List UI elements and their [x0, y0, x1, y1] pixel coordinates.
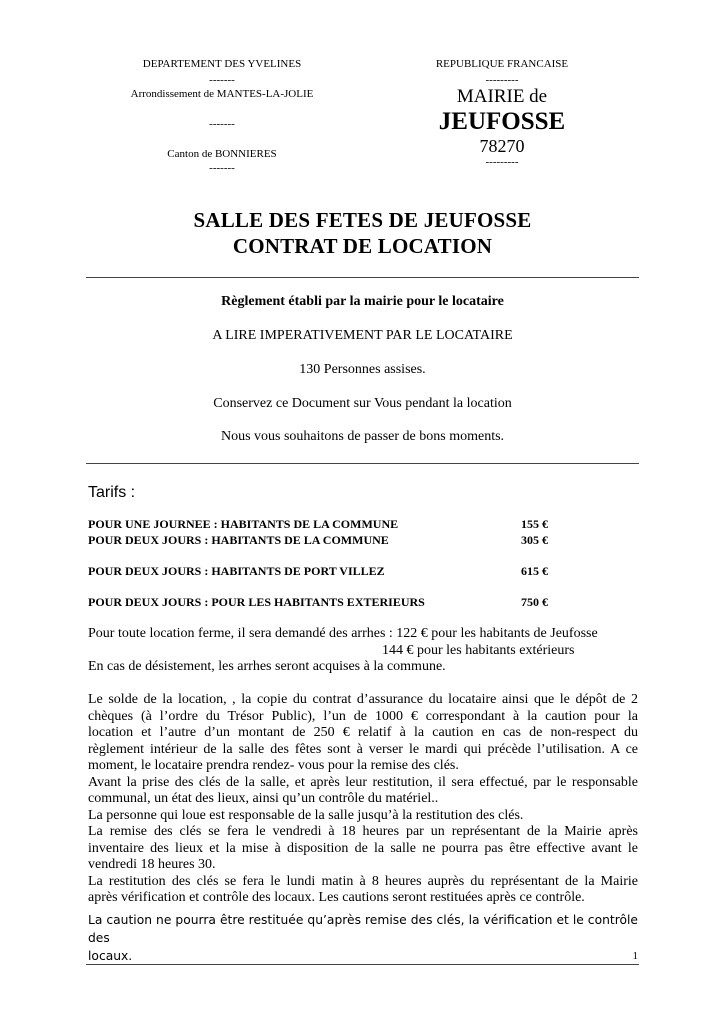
tarif-label: POUR DEUX JOURS : HABITANTS DE LA COMMUNE [88, 533, 389, 547]
body-line: chèques (à l’ordre du Trésor Public), l’un de 1000 € correspondant à la caution pour la [88, 708, 638, 724]
tarif-price: 155 € [521, 517, 548, 531]
lire-notice: A LIRE IMPERATIVEMENT PAR LE LOCATAIRE [212, 328, 513, 343]
separator: --------- [485, 156, 519, 168]
tarif-row [88, 533, 548, 548]
tarifs-heading: Tarifs : [88, 484, 136, 501]
body-line: La personne qui loue est responsable de la salle jusqu’à la restitution des clés. [88, 807, 524, 823]
postal-code: 78270 [479, 136, 525, 156]
body-line: après vérification et contrôle des locaux. Les cautions seront restituées après ce contrôle. [88, 890, 585, 905]
header-right [412, 58, 592, 168]
page-number: 1 [632, 950, 638, 962]
tarif-row [88, 595, 548, 610]
capacite-text: 130 Personnes assises. [299, 362, 426, 377]
republique-text: REPUBLIQUE FRANCAISE [435, 58, 569, 70]
footer-divider [86, 964, 639, 965]
arrondissement-text: Arrondissement de MANTES-LA-JOLIE [130, 88, 314, 100]
reglement-heading: Règlement établi par la mairie pour le locataire [221, 294, 504, 309]
mairie-text: MAIRIE de [456, 86, 548, 107]
body-line: vendredi 18 heures 30. [88, 857, 216, 872]
body-line: Avant la prise des clés de la salle, et après leur restitution, il sera effectué, par le responsable [88, 774, 638, 790]
body-line: La restitution des clés se fera le lundi matin à 8 heures auprès du représentant de la Mairie [88, 873, 638, 889]
tarif-label: POUR UNE JOURNEE : HABITANTS DE LA COMMUNE [88, 517, 399, 531]
body-line: règlement intérieur de la salle des fêtes sont à verser le mardi qui précède l’utilisation. A ce [88, 741, 638, 757]
tarif-price: 750 € [521, 595, 548, 609]
caution-note [88, 911, 638, 965]
tarif-row [88, 517, 548, 532]
header-left [112, 58, 332, 174]
arrhes-line: En cas de désistement, les arrhes seront acquises à la commune. [88, 659, 446, 674]
tarif-row [88, 564, 548, 579]
separator: ------- [209, 118, 235, 130]
document-title [86, 208, 639, 259]
arrhes-block [88, 626, 638, 676]
divider [86, 277, 639, 278]
tarif-label: POUR DEUX JOURS : HABITANTS DE PORT VILLEZ [88, 564, 385, 578]
separator: ------- [209, 74, 235, 86]
body-line: inventaire des lieux et la mise à disposition de la salle ne pourra pas être effective avant le [88, 840, 638, 856]
body-line: moment, le locataire prendra rendez- vous pour la remise des clés. [88, 758, 459, 773]
canton-text: Canton de BONNIERES [167, 148, 277, 160]
souhaits-text: Nous vous souhaitons de passer de bons moments. [220, 429, 505, 444]
separator: ------- [209, 162, 235, 174]
body-line: La remise des clés se fera le vendredi à 18 heures par un représentant de la Mairie après [88, 824, 638, 839]
caution-line: locaux. [88, 949, 133, 963]
arrhes-line: Pour toute location ferme, il sera demandé des arrhes : 122 € pour les habitants de Jeufosse [88, 626, 598, 641]
separator: --------- [485, 74, 519, 86]
title-line-2: CONTRAT DE LOCATION [232, 234, 493, 258]
body-line: communal, un état des lieux, ainsi qu’un contrôle du matériel.. [88, 791, 439, 806]
body-line: location et l’autre d’un montant de 250 € relatif à la caution en cas de non-respect du [88, 725, 638, 740]
conditions-block [88, 692, 638, 907]
departement-text: DEPARTEMENT DES YVELINES [142, 58, 302, 70]
title-line-1: SALLE DES FETES DE JEUFOSSE [193, 208, 532, 232]
body-line: Le solde de la location, , la copie du contrat d’assurance du locataire ainsi que le dépôt de 2 [88, 692, 638, 707]
conservez-text: Conservez ce Document sur Vous pendant la location [213, 396, 512, 411]
tarif-price: 305 € [521, 533, 548, 547]
caution-line: La caution ne pourra être restituée qu’après remise des clés, la vérification et le contrôle des [88, 913, 638, 945]
divider [86, 463, 639, 464]
arrhes-line: 144 € pour les habitants extérieurs [382, 642, 575, 658]
tarif-price: 615 € [521, 564, 548, 578]
tarif-label: POUR DEUX JOURS : POUR LES HABITANTS EXTERIEURS [88, 595, 425, 609]
commune-name: JEUFOSSE [438, 108, 566, 135]
